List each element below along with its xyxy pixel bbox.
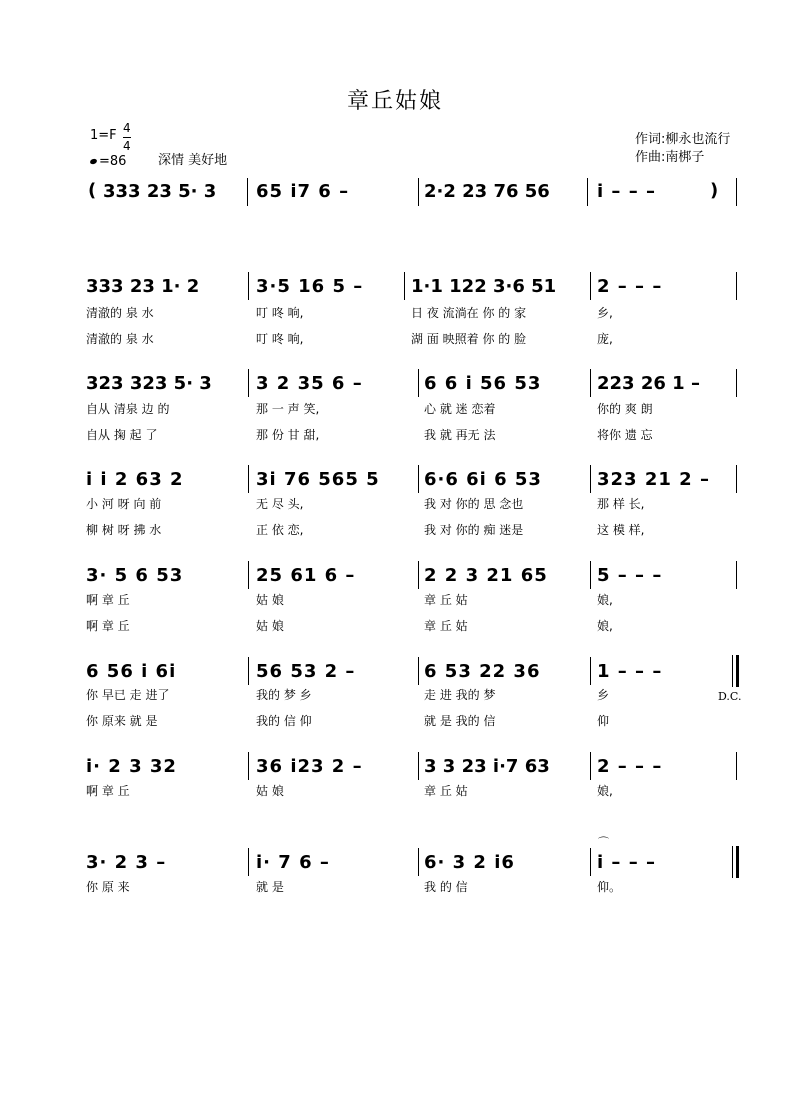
- double-barline: [732, 846, 733, 878]
- quarter-note-icon: [89, 158, 97, 165]
- measure-notes: 3i 76 565 5: [256, 469, 380, 490]
- lyric-verse-2: 仰: [597, 714, 610, 728]
- lyric-verse-2: 柳 树 呀 拂 水: [86, 523, 162, 537]
- barline: [590, 848, 591, 876]
- lyric-verse-2: 将你 遗 忘: [597, 428, 653, 442]
- lyric-verse-2: 我 就 再无 法: [424, 428, 496, 442]
- expression-marking: 深情 美好地: [158, 153, 228, 168]
- barline: [736, 369, 737, 397]
- close-parenthesis: ): [710, 180, 719, 201]
- time-signature-top: 4: [123, 121, 131, 135]
- lyric-verse-1: 走 进 我的 梦: [424, 688, 496, 702]
- measure-notes: 6·6 6i 6 53: [424, 469, 542, 490]
- lyric-verse-2: 章 丘 姑: [424, 619, 468, 633]
- barline: [736, 752, 737, 780]
- lyric-verse-2: 姑 娘: [256, 619, 284, 633]
- fermata-icon: ⌒: [598, 836, 609, 849]
- barline: [248, 272, 249, 300]
- barline: [247, 178, 248, 206]
- double-barline: [732, 655, 733, 687]
- barline: [418, 657, 419, 685]
- lyric-verse-1: 清澈的 泉 水: [86, 306, 154, 320]
- barline: [590, 369, 591, 397]
- barline: [248, 465, 249, 493]
- lyric-verse-1: 乡,: [597, 306, 613, 320]
- lyric-verse-1: 姑 娘: [256, 784, 284, 798]
- measure-notes: 223 26 1 –: [597, 373, 700, 394]
- lyric-verse-2: 我 对 你的 痴 迷是: [424, 523, 524, 537]
- lyric-verse-2: 正 依 恋,: [256, 523, 304, 537]
- double-barline-thick: [736, 846, 739, 878]
- key-signature: 1=F: [90, 128, 117, 143]
- lyric-verse-2: 我的 信 仰: [256, 714, 312, 728]
- measure-notes: i – – –: [597, 852, 656, 873]
- tempo-marking: [90, 154, 126, 169]
- time-signature: [123, 120, 131, 155]
- lyric-verse-2: 湖 面 映照着 你 的 脸: [411, 332, 527, 346]
- measure-notes: 333 23 1· 2: [86, 276, 200, 297]
- measure-notes: 323 323 5· 3: [86, 373, 212, 394]
- barline: [590, 561, 591, 589]
- measure-notes: 323 21 2 –: [597, 469, 710, 490]
- measure-notes: 1 – – –: [597, 661, 663, 682]
- measure-notes: 2 – – –: [597, 276, 663, 297]
- lyric-verse-2: 这 模 样,: [597, 523, 645, 537]
- barline: [248, 752, 249, 780]
- measure-notes: 3 2 35 6 –: [256, 373, 363, 394]
- measure-notes: 6 56 i 6i: [86, 661, 177, 682]
- lyric-verse-1: 啊 章 丘: [86, 593, 130, 607]
- lyric-verse-2: 清澈的 泉 水: [86, 332, 154, 346]
- lyric-verse-1: 章 丘 姑: [424, 784, 468, 798]
- song-title: 章丘姑娘: [346, 89, 443, 114]
- lyric-verse-1: 娘,: [597, 784, 613, 798]
- lyric-verse-2: 那 份 甘 甜,: [256, 428, 320, 442]
- barline: [248, 369, 249, 397]
- barline: [418, 178, 419, 206]
- measure-notes: 3· 2 3 –: [86, 852, 167, 873]
- measure-notes: i· 7 6 –: [256, 852, 330, 873]
- lyric-verse-1: 那 一 声 笑,: [256, 402, 320, 416]
- barline: [418, 848, 419, 876]
- lyric-verse-2: 叮 咚 响,: [256, 332, 304, 346]
- barline: [248, 848, 249, 876]
- tempo-value: =86: [99, 154, 127, 169]
- barline: [248, 657, 249, 685]
- lyric-verse-1: 章 丘 姑: [424, 593, 468, 607]
- measure-notes: 1·1 122 3·6 51: [411, 276, 557, 297]
- measure-notes: 25 61 6 –: [256, 565, 356, 586]
- lyric-verse-1: 姑 娘: [256, 593, 284, 607]
- lyric-verse-2: 就 是 我的 信: [424, 714, 496, 728]
- barline: [587, 178, 588, 206]
- barline: [248, 561, 249, 589]
- lyric-verse-2: 庞,: [597, 332, 613, 346]
- lyric-verse-1: 自从 清泉 边 的: [86, 402, 170, 416]
- measure-notes: 2·2 23 76 56: [424, 181, 550, 202]
- lyric-verse-1: 日 夜 流淌在 你 的 家: [411, 306, 527, 320]
- barline: [418, 465, 419, 493]
- measure-notes: 5 – – –: [597, 565, 663, 586]
- barline: [404, 272, 405, 300]
- measure-notes: 65 i7 6 –: [256, 181, 350, 202]
- measure-notes: 3·5 16 5 –: [256, 276, 364, 297]
- lyricist-credit: 作词:柳永也流行: [635, 132, 731, 147]
- barline: [418, 752, 419, 780]
- measure-notes: 333 23 5· 3: [103, 181, 217, 202]
- measure-notes: 6· 3 2 i6: [424, 852, 515, 873]
- barline: [736, 178, 737, 206]
- lyric-verse-1: 叮 咚 响,: [256, 306, 304, 320]
- barline: [736, 561, 737, 589]
- composer-credit: 作曲:南梆子: [635, 150, 705, 165]
- da-capo-marking: D.C.: [718, 690, 742, 703]
- barline: [736, 465, 737, 493]
- measure-notes: i i 2 63 2: [86, 469, 184, 490]
- lyric-verse-1: 你 原 来: [86, 880, 130, 894]
- barline: [590, 465, 591, 493]
- lyric-verse-1: 那 样 长,: [597, 497, 645, 511]
- lyric-verse-2: 你 原来 就 是: [86, 714, 158, 728]
- lyric-verse-1: 你的 爽 朗: [597, 402, 653, 416]
- lyric-verse-2: 自从 掬 起 了: [86, 428, 158, 442]
- measure-notes: 2 2 3 21 65: [424, 565, 548, 586]
- measure-notes: 3 3 23 i·7 63: [424, 756, 550, 777]
- measure-notes: i – – –: [597, 181, 656, 202]
- time-signature-bottom: 4: [123, 139, 131, 153]
- lyric-verse-1: 你 早已 走 进了: [86, 688, 170, 702]
- lyric-verse-1: 小 河 呀 向 前: [86, 497, 162, 511]
- lyric-verse-1: 仰。: [597, 880, 622, 894]
- lyric-verse-1: 我 对 你的 思 念也: [424, 497, 524, 511]
- barline: [590, 272, 591, 300]
- measure-notes: 3· 5 6 53: [86, 565, 184, 586]
- barline: [590, 752, 591, 780]
- measure-notes: 6 6 i 56 53: [424, 373, 542, 394]
- lyric-verse-1: 乡: [597, 688, 610, 702]
- open-parenthesis: (: [88, 180, 97, 201]
- lyric-verse-2: 啊 章 丘: [86, 619, 130, 633]
- lyric-verse-1: 我的 梦 乡: [256, 688, 312, 702]
- lyric-verse-2: 娘,: [597, 619, 613, 633]
- double-barline-thick: [736, 655, 739, 687]
- lyric-verse-1: 心 就 迷 恋着: [424, 402, 496, 416]
- lyric-verse-1: 我 的 信: [424, 880, 468, 894]
- barline: [418, 561, 419, 589]
- measure-notes: 6 53 22 36: [424, 661, 541, 682]
- barline: [418, 369, 419, 397]
- barline: [590, 657, 591, 685]
- barline: [736, 272, 737, 300]
- measure-notes: 2 – – –: [597, 756, 663, 777]
- lyric-verse-1: 啊 章 丘: [86, 784, 130, 798]
- lyric-verse-1: 就 是: [256, 880, 284, 894]
- measure-notes: i· 2 3 32: [86, 756, 177, 777]
- lyric-verse-1: 无 尽 头,: [256, 497, 304, 511]
- lyric-verse-1: 娘,: [597, 593, 613, 607]
- measure-notes: 56 53 2 –: [256, 661, 356, 682]
- measure-notes: 36 i23 2 –: [256, 756, 363, 777]
